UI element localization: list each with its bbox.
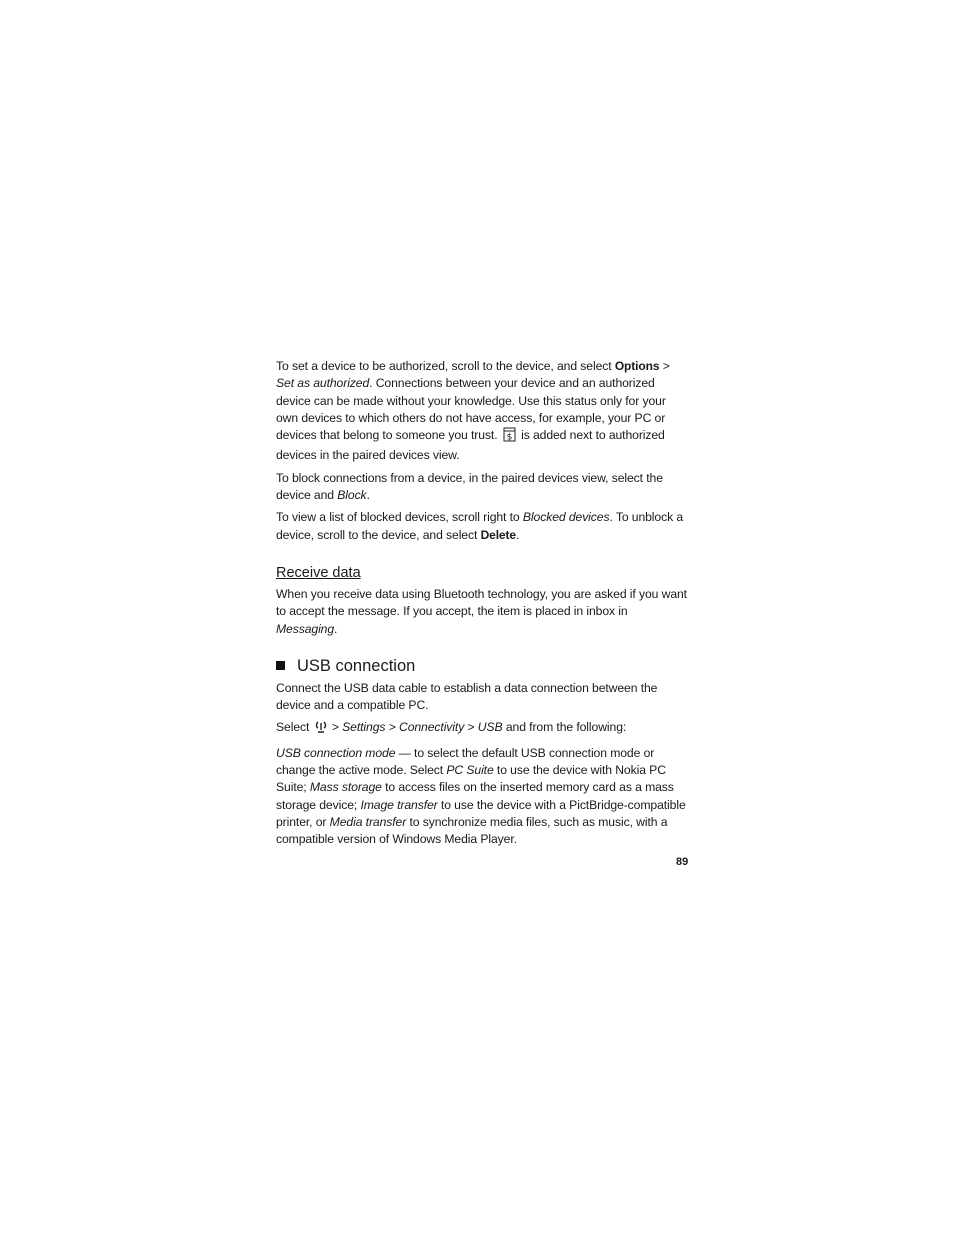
text: is added next to authorized devices in the paired devices view.	[276, 428, 665, 463]
text: To set a device to be authorized, scroll to the device, and select	[276, 359, 615, 373]
usb-path-paragraph	[276, 719, 688, 739]
text: to synchronize media files, such as music, with a compatible version of Windows Media Player.	[276, 814, 668, 847]
receive-data-paragraph	[276, 586, 688, 638]
text: .	[366, 488, 370, 503]
text: — to select the default USB connection mode or change the active mode. Select	[276, 745, 655, 778]
authorize-paragraph	[276, 358, 688, 465]
mass-storage-option: Mass storage	[309, 780, 382, 795]
image-transfer-option: Image transfer	[360, 797, 438, 812]
text: To block connections from a device, in the paired devices view, select the device and	[276, 470, 663, 503]
text: To view a list of blocked devices, scroll right to	[276, 510, 523, 525]
blocked-devices-view: Blocked devices	[522, 510, 610, 525]
messaging-folder: Messaging	[276, 621, 335, 636]
separator: >	[385, 720, 399, 735]
block-paragraph	[276, 470, 688, 505]
usb-menu: USB	[477, 720, 503, 735]
usb-connection-mode-option: USB connection mode	[276, 745, 396, 760]
heading-text: USB connection	[297, 656, 416, 675]
options-command: Options	[614, 359, 660, 373]
page-number: 89	[676, 856, 689, 868]
separator: >	[659, 359, 670, 373]
text: and from the following:	[502, 720, 627, 735]
separator: >	[328, 720, 343, 735]
media-transfer-option: Media transfer	[329, 814, 407, 829]
connectivity-menu: Connectivity	[399, 720, 465, 735]
page-content	[276, 358, 688, 849]
usb-connection-heading	[276, 656, 688, 676]
section-bullet-icon	[276, 661, 285, 670]
menu-key-icon	[315, 720, 327, 739]
text: to access files on the inserted memory card as a mass storage device;	[276, 780, 674, 812]
usb-intro-paragraph: Connect the USB data cable to establish a data connection between the device and a compatible PC.	[276, 680, 658, 713]
pc-suite-option: PC Suite	[446, 763, 494, 778]
text: to use the device with a PictBridge-compatible printer, or	[276, 797, 686, 829]
separator: >	[464, 720, 478, 735]
text: Select	[276, 720, 313, 735]
authorized-device-icon	[503, 427, 516, 447]
svg-text:$: $	[506, 432, 513, 443]
text: .	[334, 621, 338, 636]
blocked-devices-paragraph	[276, 509, 688, 544]
settings-menu: Settings	[342, 720, 386, 735]
receive-data-heading: Receive data	[276, 564, 361, 581]
text: .	[515, 527, 520, 542]
text: When you receive data using Bluetooth technology, you are asked if you want to accept the message. If you accept, the item is placed in inbox in	[276, 586, 687, 619]
delete-command: Delete	[480, 527, 516, 542]
text: . Connections between your device and an authorized device can be made without your knowledge. Use this status only for your own devices to which others do not have access, for example, your PC or devices that belong to someone you trust.	[276, 376, 666, 443]
block-option: Block	[337, 488, 367, 503]
text: . To unblock a device, scroll to the device, and select	[276, 510, 684, 542]
usb-mode-paragraph	[276, 745, 688, 849]
text: to use the device with Nokia PC Suite;	[276, 763, 666, 795]
set-as-authorized-option: Set as authorized	[276, 376, 370, 391]
